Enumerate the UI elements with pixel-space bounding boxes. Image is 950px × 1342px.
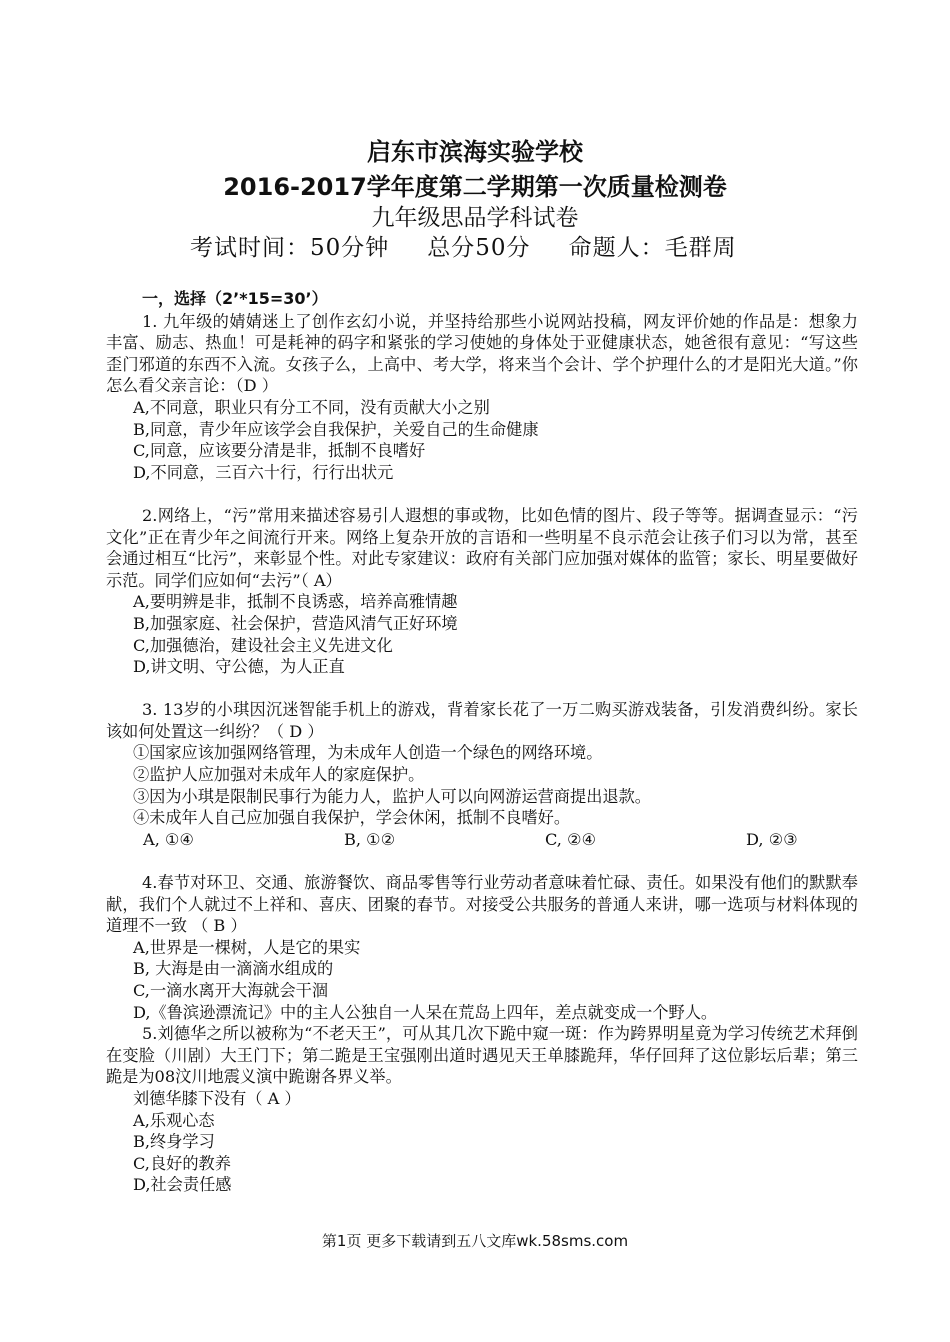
- option-d: D,不同意，三百六十行，行行出状元: [133, 462, 394, 482]
- question-5: [106, 1023, 858, 1196]
- option-a: A,乐观心态: [133, 1110, 215, 1130]
- option-a: A,世界是一棵树，人是它的果实: [133, 937, 361, 957]
- option-d: D, ②③: [746, 829, 798, 849]
- option-d: D,社会责任感: [133, 1175, 232, 1195]
- option-c: C,良好的教养: [133, 1153, 231, 1173]
- page-footer: 第1页 更多下载请到五八文库wk.58sms.com: [321, 1232, 629, 1250]
- exam-meta: [190, 229, 737, 262]
- question-stem: 2.网络上，“污”常用来描述容易引人遐想的事或物，比如色情的图片、段子等等。据调查显示：“污文化”正在青少年之间流行开来。网络上复杂开放的言语和一些明星不良示范会让孩子们习以为常，甚至会通过相互“比污”，来彰显个性。对此专家建议：政府有关部门应加强对媒体的监管；家长、明星要做好示范。同学们应如何“去污”（ A）: [106, 505, 858, 590]
- option-d: D,讲文明、守公德，为人正直: [133, 657, 345, 677]
- option-a: A,不同意，职业只有分工不同，没有贡献大小之别: [133, 397, 490, 417]
- option-b: B,加强家庭、社会保护，营造风清气正好环境: [133, 613, 458, 633]
- option-c: C,加强德治，建设社会主义先进文化: [133, 635, 393, 655]
- option-b: B,终身学习: [133, 1132, 215, 1152]
- option-row: [106, 829, 858, 851]
- question-prompt: 刘德华膝下没有（ A ）: [133, 1088, 301, 1108]
- total-score: 总分50分: [427, 235, 531, 261]
- question-content: [106, 288, 858, 1196]
- question-stem: 5.刘德华之所以被称为“不老天王”，可从其几次下跪中窥一斑：作为跨界明星竟为学习传统艺术拜倒在变脸（川剧）大王门下；第二跪是王宝强刚出道时遇见天王单膝跪拜，华仔回拜了这位影坛后辈；第三跪是为08汶川地震义演中跪谢各界义举。: [106, 1024, 858, 1087]
- question-stem: 3. 13岁的小琪因沉迷智能手机上的游戏，背着家长花了一万二购买游戏装备，引发消费纠纷。家长该如何处置这一纠纷？（ D ）: [106, 700, 858, 741]
- statement-1: ①国家应该加强网络管理，为未成年人创造一个绿色的网络环境。: [133, 743, 603, 763]
- question-stem: 1. 九年级的婧婧迷上了创作玄幻小说，并坚持给那些小说网站投稿，网友评价她的作品是：想象力丰富、励志、热血！可是耗神的码字和紧张的学习使她的身体处于亚健康状态，她爸很有意见：“写这些歪门邪道的东西不入流。女孩子么，上高中、考大学，将来当个会计、学个护理什么的才是阳光大道。”你怎么看父亲言论：（D ）: [106, 311, 858, 396]
- option-c: C, ②④: [545, 829, 597, 849]
- option-b: B, 大海是由一滴滴水组成的: [133, 959, 334, 979]
- statement-4: ④未成年人自己应加强自我保护，学会休闲，抵制不良嗜好。: [133, 808, 571, 828]
- subject-title: 九年级思品学科试卷: [371, 205, 579, 231]
- exam-time: 考试时间：50分钟: [190, 235, 390, 261]
- question-4: [106, 872, 858, 1023]
- question-3: [106, 699, 858, 850]
- section-heading: 一，选择（2’*15=30’）: [142, 289, 328, 308]
- question-stem: 4.春节对环卫、交通、旅游餐饮、商品零售等行业劳动者意味着忙碌、责任。如果没有他们的默默奉献，我们个人就过不上祥和、喜庆、团聚的春节。对接受公共服务的普通人来讲，哪一选项与材料体现的道理不一致 （ B ）: [106, 873, 858, 936]
- option-b: B, ①②: [344, 829, 396, 849]
- option-a: A, ①④: [143, 829, 195, 849]
- question-1: [106, 311, 858, 484]
- statement-3: ③因为小琪是限制民事行为能力人，监护人可以向网游运营商提出退款。: [133, 786, 651, 806]
- question-2: [106, 505, 858, 678]
- option-c: C,一滴水离开大海就会干涸: [133, 981, 329, 1000]
- exam-title: 2016-2017学年度第二学期第一次质量检测卷: [223, 173, 727, 201]
- school-title: 启东市滨海实验学校: [367, 137, 583, 166]
- option-b: B,同意，青少年应该学会自我保护，关爱自己的生命健康: [133, 419, 539, 439]
- exam-author: 命题人：毛群周: [568, 235, 737, 261]
- option-c: C,同意，应该要分清是非，抵制不良嗜好: [133, 441, 426, 461]
- option-a: A,要明辨是非，抵制不良诱惑，培养高雅情趣: [133, 592, 458, 612]
- option-d: D,《鲁滨逊漂流记》中的主人公独自一人呆在荒岛上四年，差点就变成一个野人。: [133, 1002, 718, 1022]
- statement-2: ②监护人应加强对未成年人的家庭保护。: [133, 765, 425, 785]
